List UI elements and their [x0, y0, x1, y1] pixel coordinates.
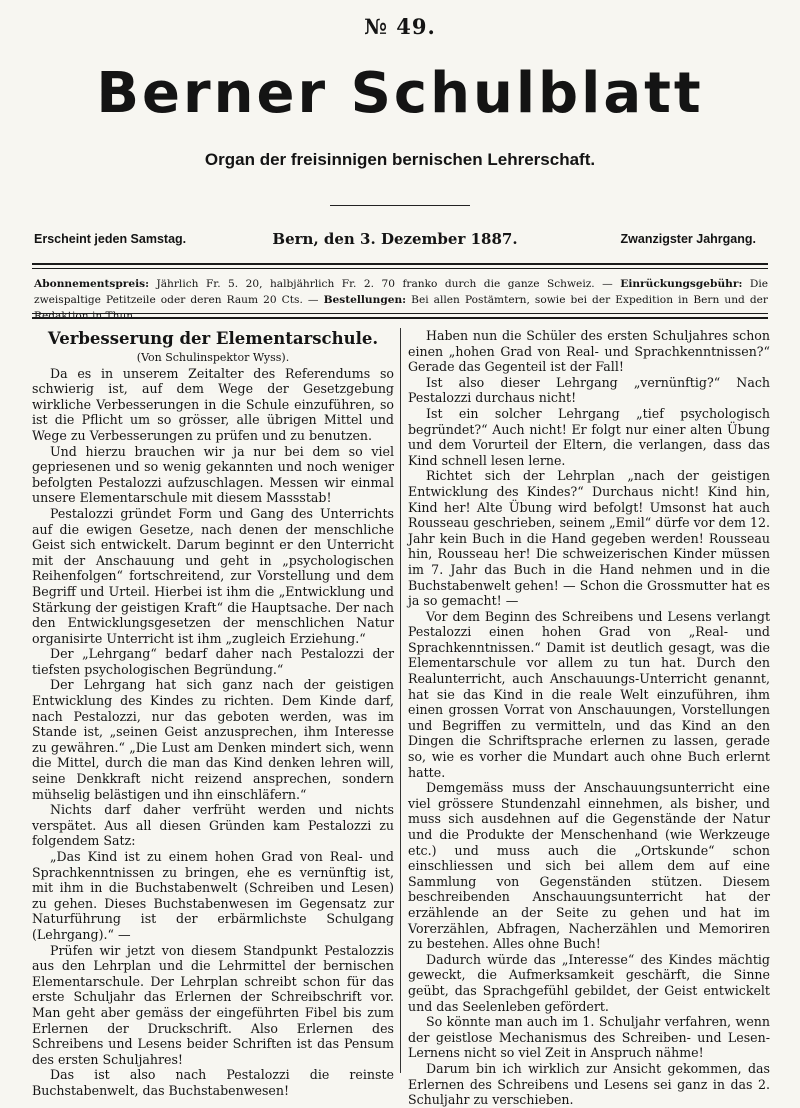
paragraph: Vor dem Beginn des Schreibens und Lesens verlangt Pestalozzi einen hohen Grad von „Real- und Sprachkenntnissen.“ Damit ist deutlich gesagt, was die Elementarschule vor allem zu tun hat. Durch den Realunterricht, auch Anschauungs-Unterricht genannt, hat sie das Kind in die reale Welt einzuführen, ihm einen grossen Vorrat von Anschauungen, Vorstellungen und Begriffen zu vermitteln, und das Kind an den Dingen die Schriftsprache erlernen zu lassen, gerade so, wie es vorher die Mundart auch ohne Buch erlernt hatte.	[408, 608, 770, 780]
paragraph: „Das Kind ist zu einem hohen Grad von Real- und Sprachkenntnissen zu bringen, ehe es vernünftig ist, mit ihm in die Buchstabenwelt (Schreiben und Lesen) zu gehen. Dieses Buchstabenwesen im Gegensatz zur Naturführung ist der erbärmlichste Schulgang (Lehrgang).“ —	[32, 849, 394, 942]
header-rule-top	[32, 263, 768, 265]
paragraph: So könnte man auch im 1. Schuljahr verfahren, wenn der geistlose Mechanismus des Schreiben- und Lesen-Lernens nicht so viel Zeit in Anspruch nähme!	[408, 1014, 770, 1061]
article-byline: (Von Schulinspektor Wyss).	[136, 351, 290, 364]
newspaper-subtitle: Organ der freisinnigen bernischen Lehrerschaft.	[204, 150, 596, 169]
column-divider	[400, 328, 401, 1073]
paragraph: Richtet sich der Lehrplan „nach der geistigen Entwicklung des Kindes?“ Durchaus nicht! Kind hin, Kind her! Alte Übung wird befolgt! Umsonst hat auch Rousseau geschrieben, seinem „Emil“ dürfe vor dem 12. Jahr kein Buch in die Hand gegeben werden! Rousseau hin, Rousseau her! Die schweizerischen Kinder müssen im 7. Jahr das Buch in die Hand nehmen und in die Buchstabenwelt gehen! — Schon die Grossmutter hat es ja so gemacht! —	[408, 468, 770, 609]
insertion-fee-label: Einrückungsgebühr:	[620, 278, 743, 290]
paragraph: Demgemäss muss der Anschauungsunterricht eine viel grössere Stundenzahl einnehmen, als bisher, und muss sich ausdehnen auf die Gegenstände der Natur und die Produkte der Menschenhand (wie Werkzeuge etc.) und muss auch die „Ortskunde“ schon einschliessen und sich bei allem dem auf eine Sammlung von Gegenständen stützen. Diesem beschreibenden Anschauungsunterricht hat der erzählende an der Seite zu gehen und hat im Vorerzählen, Abfragen, Nacherzählen und Memoriren zu bestehen. Alles ohne Buch!	[408, 780, 770, 952]
paragraph: Prüfen wir jetzt von diesem Standpunkt Pestalozzis aus den Lehrplan und die Lehrmittel der bernischen Elementarschule. Der Lehrplan schreibt schon für das erste Schuljahr das Erlernen der Schreibschrift vor. Man geht aber gemäss der eingeführten Fibel bis zum Erlernen der Druckschrift. Also Erlernen des Schreibens und Lesens beider Schriften ist das Pensum des ersten Schuljahres!	[32, 942, 394, 1067]
article-title: Verbesserung der Elementarschule.	[47, 329, 379, 348]
subscription-price-text: Jährlich Fr. 5. 20, halbjährlich Fr. 2. 70 franko durch die ganze Schweiz. —	[156, 278, 613, 290]
paragraph: Darum bin ich wirklich zur Ansicht gekommen, das Erlernen des Schreibens und Lesens sei ganz in das 2. Schuljahr zu verschieben.	[408, 1060, 770, 1108]
paragraph: Das ist also nach Pestalozzi die reinste Buchstabenwelt, das Buchstabenwesen!	[32, 1067, 394, 1098]
subscription-price-label: Abonnementspreis:	[34, 278, 149, 290]
paragraph: Nichts darf daher verfrüht werden und nichts verspätet. Aus all diesen Gründen kam Pestalozzi zu folgendem Satz:	[32, 802, 394, 849]
dateline	[34, 230, 756, 252]
paragraph: Da es in unserem Zeitalter des Referendums so schwierig ist, auf dem Wege der Gesetzgebung wirkliche Verbesserungen in die Schule einzuführen, so ist die Pflicht um so grösser, alle übrigen Mittel und Wege zu Verbesserungen zu prüfen und zu benutzen.	[32, 365, 394, 443]
volume-year: Zwanzigster Jahrgang.	[620, 232, 756, 246]
paragraph: Der „Lehrgang“ bedarf daher nach Pestalozzi der tiefsten psychologischen Begründung.“	[32, 646, 394, 677]
paragraph: Der Lehrgang hat sich ganz nach der geistigen Entwicklung des Kindes zu richten. Dem Kinde darf, nach Pestalozzi, nur das geboten werden, was im Stande ist, „seinen Geist anzusprechen, ihm Interesse zu gewähren.“ „Die Lust am Denken mindert sich, wenn die Mittel, durch die man das Kind denken lehren will, seine Denkkraft nicht reizend ansprechen, sondern mühselig belästigen und ihn einschläfern.“	[32, 677, 394, 802]
paragraph: Und hierzu brauchen wir ja nur bei dem so viel gepriesenen und so wenig gekannten und noch weniger befolgten Pestalozzi aufzuschlagen. Messen wir einmal unsere Elementarschule mit diesem Massstab!	[32, 443, 394, 506]
article-column-left	[32, 328, 394, 1099]
paragraph: Dadurch würde das „Interesse“ des Kindes mächtig geweckt, die Aufmerksamkeit geschärft, die Sinne geübt, das Sprachgefühl gebildet, der Geist entwickelt und das Seelenleben gefördert.	[408, 951, 770, 1014]
orders-label: Bestellungen:	[323, 294, 407, 306]
article-column-right	[408, 328, 770, 1108]
paragraph: Ist also dieser Lehrgang „vernünftig?“ Nach Pestalozzi durchaus nicht!	[408, 374, 770, 406]
paragraph: Ist ein solcher Lehrgang „tief psychologisch begründet?“ Auch nicht! Er folgt nur einer alten Übung und dem Vorurteil der Eltern, die verlangen, dass das Kind schnell lesen lerne.	[408, 405, 770, 468]
paragraph: Pestalozzi gründet Form und Gang des Unterrichts auf die ewigen Gesetze, nach denen der menschliche Geist sich entwickelt. Darum beginnt er den Unterricht mit der Anschauung und geht in „psychologischen Reihenfolgen“ fortschreitend, zur Vorstellung und dem Begriff und Urteil. Hierbei ist ihm die „Entwicklung und Stärkung der geistigen Kraft“ die Hauptsache. Der nach den Entwicklungsgesetzen der menschlichen Natur organisirte Unterricht ist ihm „zugleich Erziehung.“	[32, 505, 394, 646]
header-rule-bottom	[32, 313, 768, 314]
title-divider	[330, 205, 470, 206]
newspaper-title: Berner Schulblatt	[96, 61, 704, 126]
insertion-fee-text: Die zweispaltige Petitzeile oder deren Raum 20 Cts. —	[34, 278, 769, 306]
paragraph: Haben nun die Schüler des ersten Schuljahres schon einen „hohen Grad von Real- und Sprachkenntnissen?“ Gerade das Gegenteil ist der Fall!	[408, 328, 770, 375]
header-rule-top-thin	[32, 268, 768, 269]
issue-number: № 49.	[364, 14, 436, 39]
header-rule-bottom-thick	[32, 317, 768, 319]
publication-frequency: Erscheint jeden Samstag.	[34, 232, 187, 246]
orders-text: Bei allen Postämtern, sowie bei der Expedition in Bern und der Redaktion in Thun	[34, 294, 768, 322]
issue-date: Bern, den 3. Dezember 1887.	[272, 230, 518, 248]
